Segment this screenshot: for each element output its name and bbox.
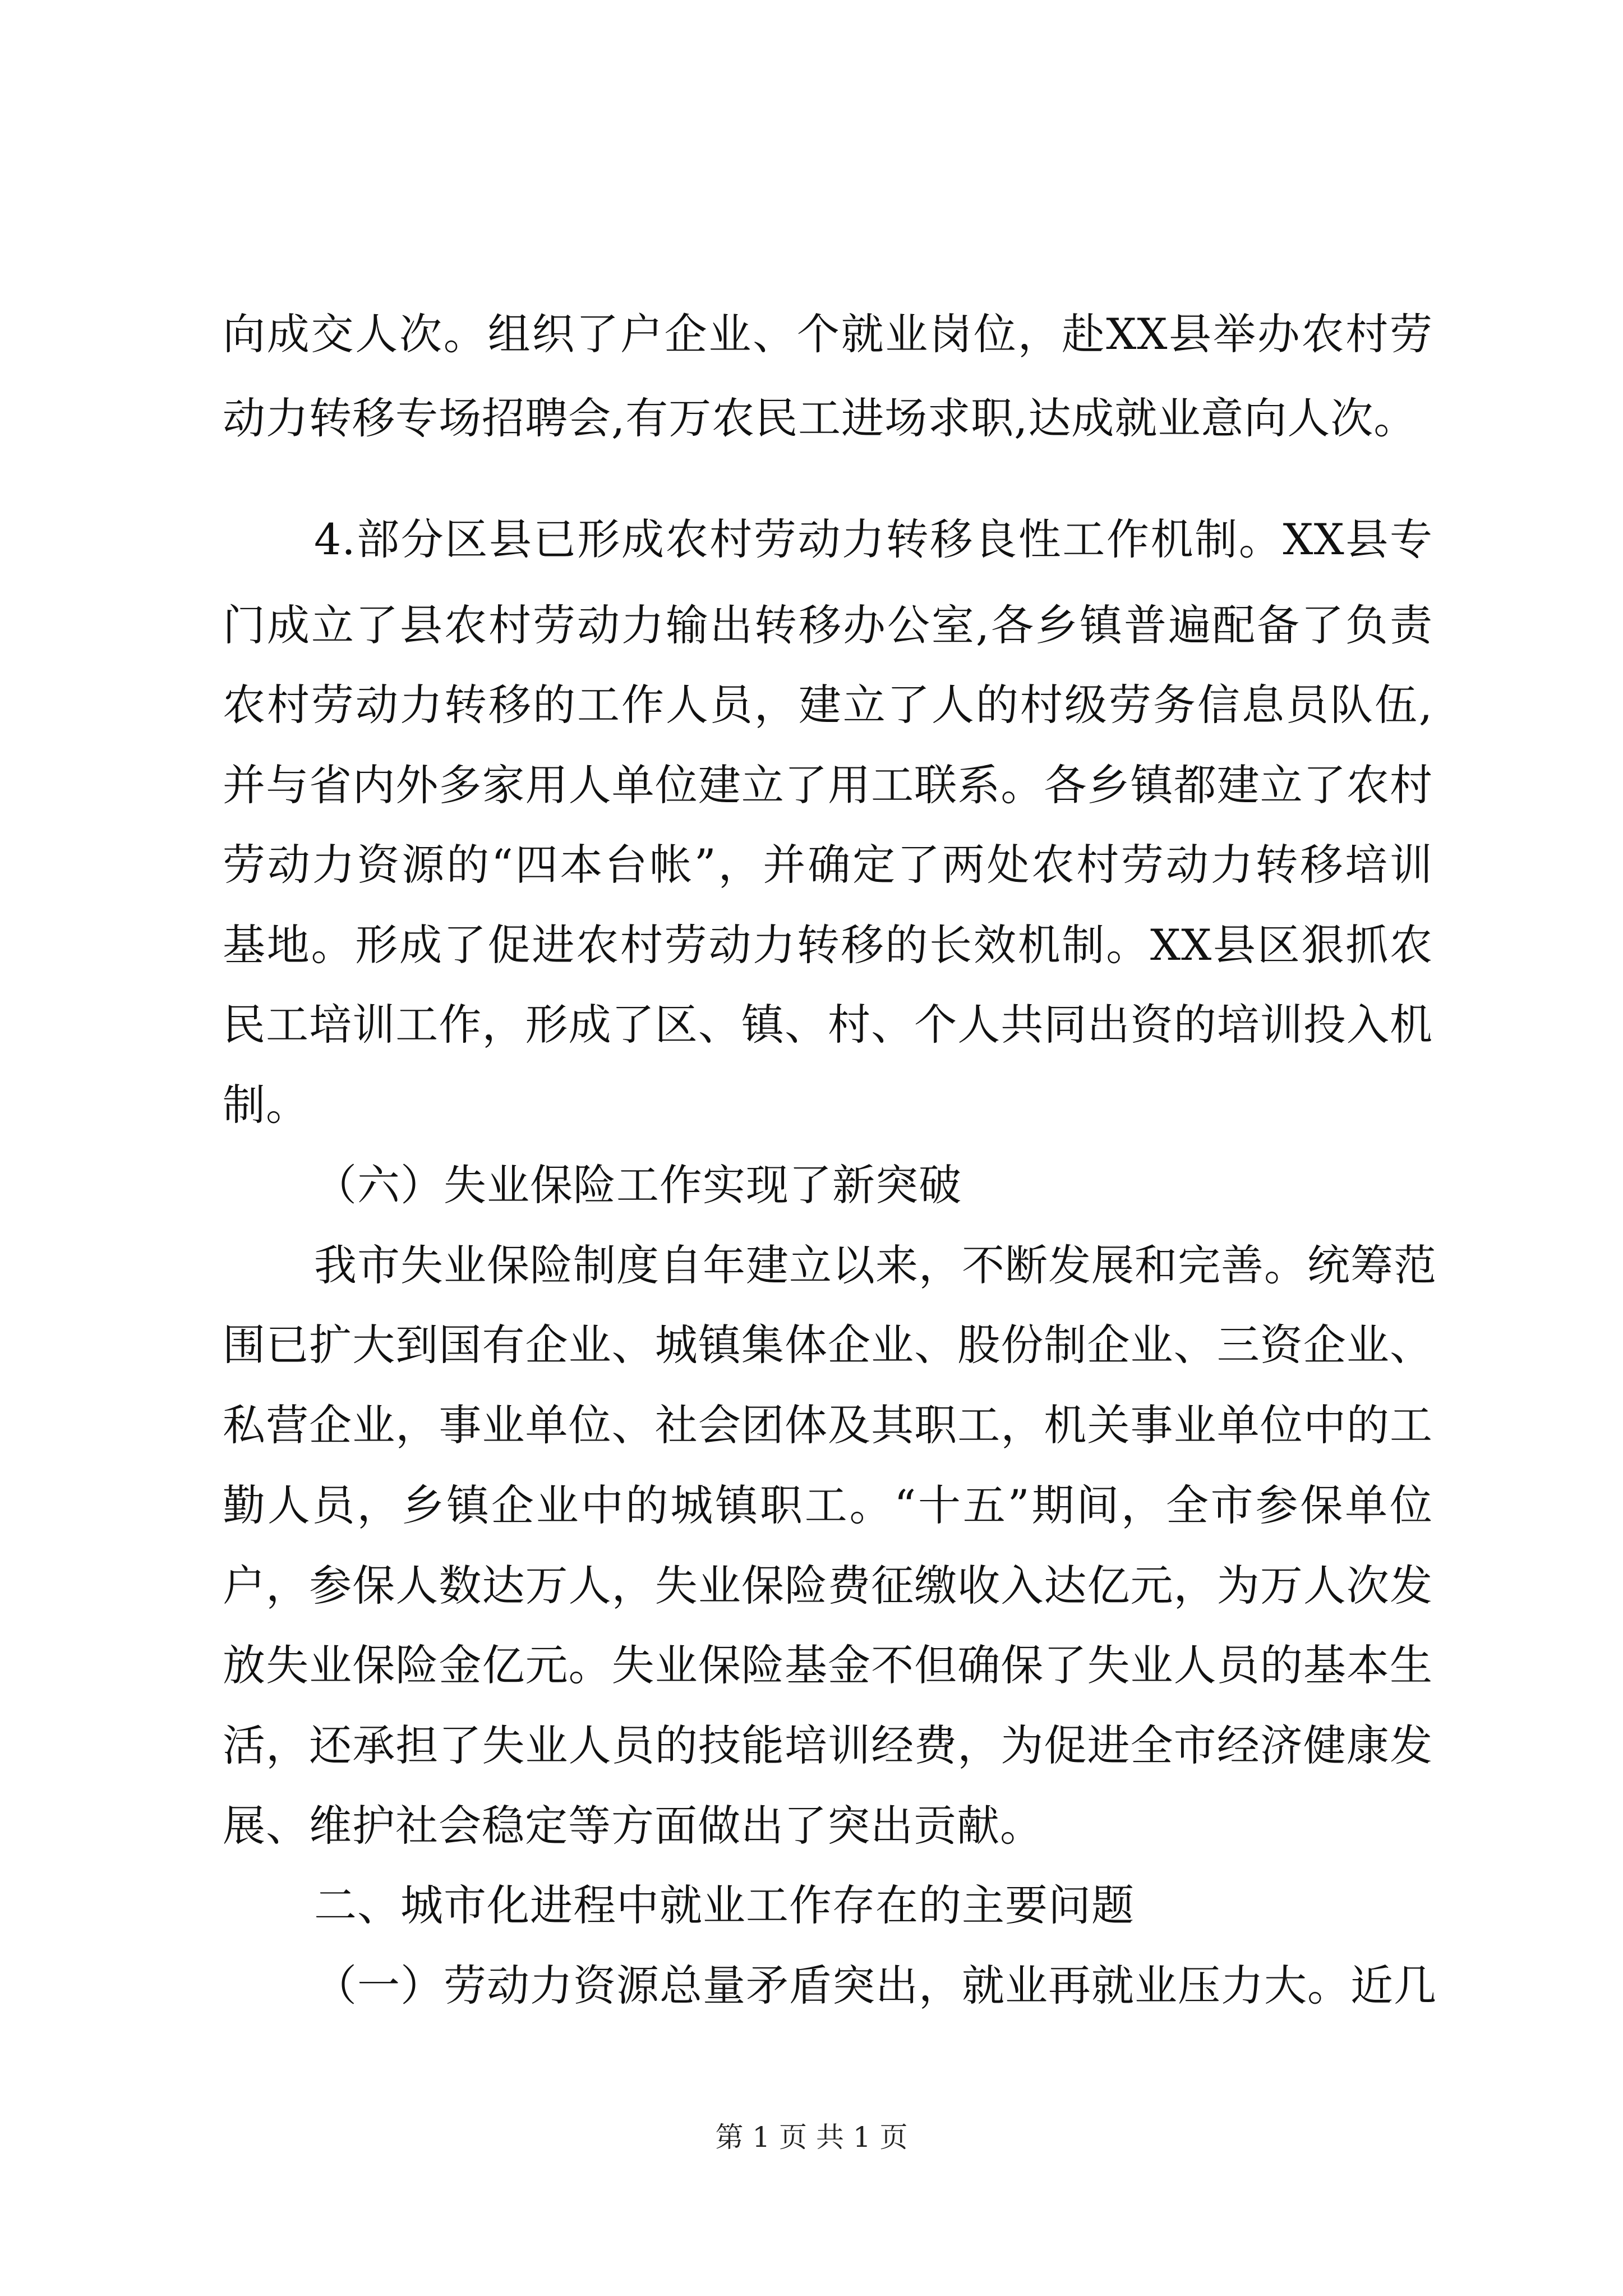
- text-line: 4.部分区县已形成农村劳动力转移良性工作机制。XX县专: [314, 514, 1433, 564]
- text-line: 私营企业，事业单位、社会团体及其职工，机关事业单位中的工: [223, 1400, 1433, 1450]
- text-line: 放失业保险金亿元。失业保险基金不但确保了失业人员的基本生: [223, 1640, 1433, 1690]
- text-line: 户，参保人数达万人，失业保险费征缴收入达亿元，为万人次发: [223, 1561, 1433, 1611]
- text-line: 并与省内外多家用人单位建立了用工联系。各乡镇都建立了农村: [223, 760, 1433, 810]
- text-line: 向成交人次。组织了户企业、个就业岗位，赴XX县举办农村劳: [223, 309, 1433, 359]
- text-line: 制。: [223, 1080, 309, 1130]
- text-line: 动力转移专场招聘会,有万农民工进场求职,达成就业意向人次。: [223, 393, 1417, 443]
- text-line: （一）劳动力资源总量矛盾突出，就业再就业压力大。近几: [314, 1961, 1437, 2010]
- text-line: 民工培训工作，形成了区、镇、村、个人共同出资的培训投入机: [223, 1000, 1433, 1050]
- text-line: 勤人员，乡镇企业中的城镇职工。“十五”期间，全市参保单位: [223, 1480, 1433, 1530]
- text-line: 基地。形成了促进农村劳动力转移的长效机制。XX县区狠抓农: [223, 920, 1433, 970]
- section-heading: （六）失业保险工作实现了新突破: [314, 1160, 962, 1210]
- text-line: 围已扩大到国有企业、城镇集体企业、股份制企业、三资企业、: [223, 1320, 1433, 1370]
- text-line: 农村劳动力转移的工作人员，建立了人的村级劳务信息员队伍,: [223, 680, 1433, 730]
- text-line: 展、维护社会稳定等方面做出了突出贡献。: [223, 1801, 1043, 1851]
- page-footer: 第 1 页 共 1 页: [715, 2121, 908, 2154]
- section-heading: 二、城市化进程中就业工作存在的主要问题: [314, 1880, 1135, 1930]
- text-line: 活，还承担了失业人员的技能培训经费，为促进全市经济健康发: [223, 1720, 1433, 1770]
- text-line: 我市失业保险制度自年建立以来，不断发展和完善。统筹范: [314, 1240, 1437, 1290]
- text-line: 门成立了县农村劳动力输出转移办公室,各乡镇普遍配备了负责: [223, 600, 1433, 650]
- text-line: 劳动力资源的“四本台帐”，并确定了两处农村劳动力转移培训: [223, 840, 1433, 890]
